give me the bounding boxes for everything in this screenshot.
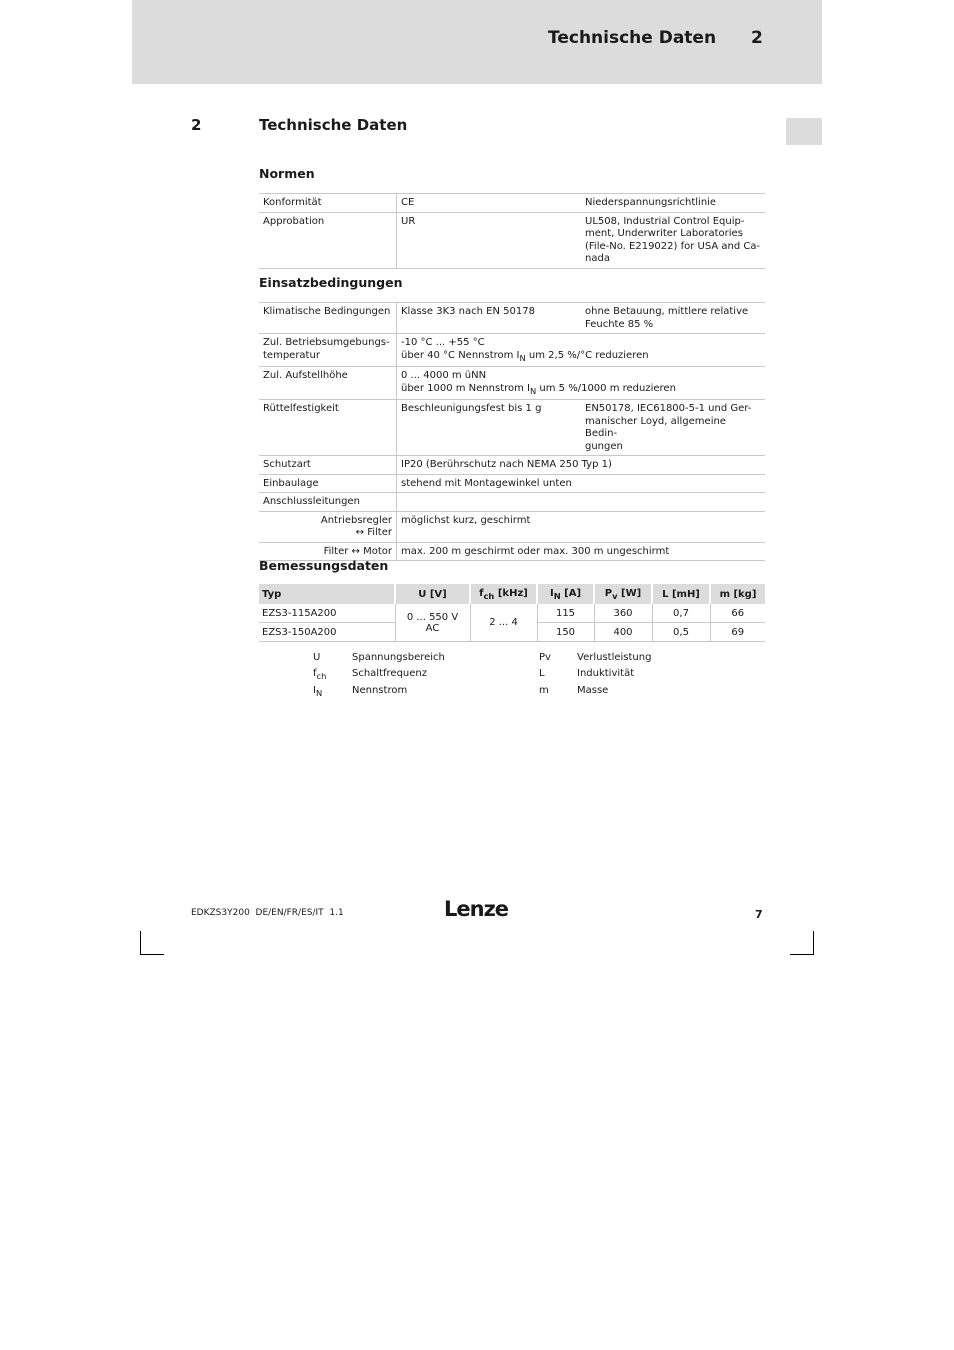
cell-value: UR bbox=[397, 212, 582, 268]
table-row bbox=[259, 334, 765, 367]
cell-label: Rüttelfestigkeit bbox=[259, 400, 397, 456]
table-row bbox=[259, 456, 765, 475]
crop-mark-right-vertical bbox=[813, 931, 814, 955]
page-number: 7 bbox=[755, 908, 763, 921]
col-header-typ: Typ bbox=[259, 584, 395, 604]
text: [W] bbox=[617, 587, 642, 599]
cell-label: Klimatische Bedingungen bbox=[259, 303, 397, 334]
cell-label: Konformität bbox=[259, 194, 397, 213]
legend-text-p: Verlustleistung bbox=[577, 652, 652, 663]
lenze-logo: Lenze bbox=[444, 897, 509, 921]
cell-value: stehend mit Montagewinkel unten bbox=[397, 474, 766, 493]
cell-label: Filter ↔ Motor bbox=[259, 542, 397, 561]
table-row bbox=[259, 493, 765, 512]
legend-text-l: Induktivität bbox=[577, 668, 635, 679]
cell-note: EN50178, IEC61800-5-1 und Ger- manischer Loyd, allgemeine Bedin- gungen bbox=[581, 400, 765, 456]
temp-range: -10 °C ... +55 °C bbox=[401, 337, 485, 348]
cell-note: ohne Betauung, mittlere relative Feuchte 85 % bbox=[581, 303, 765, 334]
text: I bbox=[549, 587, 554, 599]
table-header-row bbox=[259, 584, 765, 604]
cell-current: 115 bbox=[537, 604, 594, 623]
cell-mass: 69 bbox=[710, 623, 765, 642]
cell-label: Antriebsregler ↔ Filter bbox=[259, 511, 397, 542]
text: [kHz] bbox=[494, 587, 528, 599]
text: P bbox=[604, 587, 613, 599]
legend-symbol-i bbox=[313, 685, 322, 698]
cell-value: Klasse 3K3 nach EN 50178 bbox=[397, 303, 582, 334]
subscript: N bbox=[553, 590, 561, 601]
chapter-side-tab bbox=[786, 118, 822, 145]
cell-label: Schutzart bbox=[259, 456, 397, 475]
cell-label: Anschlussleitungen bbox=[259, 493, 397, 512]
height-range: 0 ... 4000 m üNN bbox=[401, 370, 487, 381]
text: [A] bbox=[560, 587, 582, 599]
cell-value: CE bbox=[397, 194, 582, 213]
cell-typ: EZS3-115A200 bbox=[259, 604, 395, 623]
document-code: EDKZS3Y200 DE/EN/FR/ES/IT 1.1 bbox=[191, 908, 344, 918]
text: um 5 %/1000 m reduzieren bbox=[536, 382, 676, 394]
cell-frequency: 2 ... 4 bbox=[470, 604, 537, 642]
section-title: Technische Daten bbox=[259, 116, 408, 134]
bemessung-heading: Bemessungsdaten bbox=[259, 558, 389, 573]
cell-current: 150 bbox=[537, 623, 594, 642]
header-title: Technische Daten bbox=[548, 28, 717, 48]
text: I bbox=[313, 685, 316, 696]
table-row bbox=[259, 400, 765, 456]
cell-value bbox=[397, 334, 766, 367]
cell-value: Beschleunigungsfest bis 1 g bbox=[397, 400, 582, 456]
col-header-u: U [V] bbox=[395, 584, 470, 604]
cell-value bbox=[397, 367, 766, 400]
legend-symbol-p: Pv bbox=[539, 652, 551, 663]
cell-label: Zul. Betriebsumgebungs- temperatur bbox=[259, 334, 397, 367]
legend-symbol-u: U bbox=[313, 652, 321, 663]
table-row bbox=[259, 604, 765, 623]
table-row bbox=[259, 474, 765, 493]
crop-mark-left-horizontal bbox=[140, 954, 164, 955]
subscript: ch bbox=[316, 671, 327, 681]
header-chapter-number: 2 bbox=[751, 28, 763, 48]
table-row bbox=[259, 212, 765, 268]
height-derating bbox=[401, 383, 761, 398]
normen-heading: Normen bbox=[259, 166, 315, 181]
subscript: N bbox=[530, 385, 537, 396]
section-number: 2 bbox=[191, 116, 202, 134]
text: f bbox=[313, 668, 317, 679]
text: über 1000 m Nennstrom I bbox=[401, 382, 530, 394]
col-header-m: m [kg] bbox=[710, 584, 765, 604]
legend-text-u: Spannungsbereich bbox=[352, 652, 445, 663]
subscript: v bbox=[612, 590, 618, 601]
subscript: ch bbox=[483, 590, 495, 601]
legend-text-m: Masse bbox=[577, 685, 609, 696]
table-row bbox=[259, 511, 765, 542]
cell-voltage: 0 ... 550 V AC bbox=[395, 604, 470, 642]
subscript: N bbox=[519, 352, 526, 363]
crop-mark-right-horizontal bbox=[790, 954, 814, 955]
legend-text-f: Schaltfrequenz bbox=[352, 668, 427, 679]
cell-mass: 66 bbox=[710, 604, 765, 623]
cell-note: UL508, Industrial Control Equip- ment, Underwriter Laboratories (File-No. E219022) for USA and Ca- nada bbox=[581, 212, 765, 268]
cell-label: Approbation bbox=[259, 212, 397, 268]
temp-derating bbox=[401, 350, 761, 365]
legend-text-i: Nennstrom bbox=[352, 685, 408, 696]
cell-value bbox=[397, 493, 766, 512]
cell-value: IP20 (Berührschutz nach NEMA 250 Typ 1) bbox=[397, 456, 766, 475]
cell-value: max. 200 m geschirmt oder max. 300 m ungeschirmt bbox=[397, 542, 766, 561]
normen-table bbox=[259, 193, 765, 269]
cell-value: möglichst kurz, geschirmt bbox=[397, 511, 766, 542]
col-header-i bbox=[537, 584, 594, 604]
legend-symbol-l: L bbox=[539, 668, 545, 679]
legend-symbol-f bbox=[313, 668, 326, 681]
cell-label: Einbaulage bbox=[259, 474, 397, 493]
subscript: N bbox=[315, 688, 323, 698]
cell-label: Zul. Aufstellhöhe bbox=[259, 367, 397, 400]
header-band bbox=[132, 0, 822, 84]
table-row bbox=[259, 303, 765, 334]
col-header-p bbox=[594, 584, 652, 604]
einsatz-heading: Einsatzbedingungen bbox=[259, 275, 403, 290]
cell-typ: EZS3-150A200 bbox=[259, 623, 395, 642]
rating-table bbox=[259, 584, 765, 642]
cell-inductance: 0,5 bbox=[652, 623, 710, 642]
cell-inductance: 0,7 bbox=[652, 604, 710, 623]
col-header-l: L [mH] bbox=[652, 584, 710, 604]
einsatz-table bbox=[259, 302, 765, 561]
text: über 40 °C Nennstrom I bbox=[401, 349, 520, 361]
crop-mark-left-vertical bbox=[140, 931, 141, 955]
table-row bbox=[259, 367, 765, 400]
table-row bbox=[259, 194, 765, 213]
col-header-f bbox=[470, 584, 537, 604]
text: um 2,5 %/°C reduzieren bbox=[525, 349, 649, 361]
cell-power-loss: 400 bbox=[594, 623, 652, 642]
text: f bbox=[479, 587, 484, 599]
legend-symbol-m: m bbox=[539, 685, 549, 696]
cell-power-loss: 360 bbox=[594, 604, 652, 623]
cell-note: Niederspannungsrichtlinie bbox=[581, 194, 765, 213]
